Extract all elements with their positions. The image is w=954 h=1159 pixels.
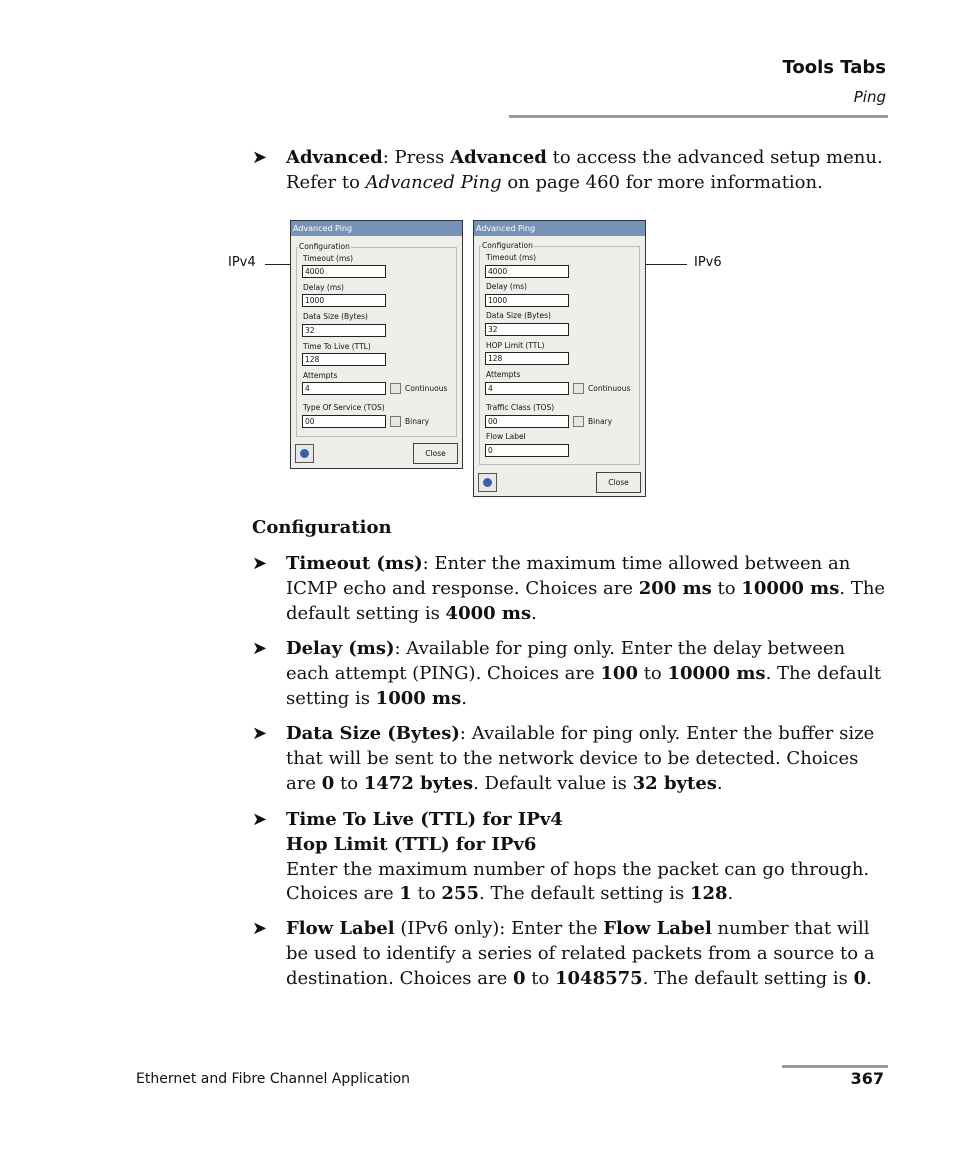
continuous-label: Continuous <box>588 384 631 393</box>
timeout-input[interactable]: 4000 <box>302 265 386 278</box>
callout-line-ipv6 <box>645 264 687 265</box>
running-header-subtitle: Ping <box>853 88 886 106</box>
bullet-arrow: ➤ <box>252 723 268 744</box>
page-number: 367 <box>850 1069 884 1088</box>
callout-line-ipv4 <box>265 264 291 265</box>
delay-label: Delay (ms) <box>303 283 344 292</box>
item-flow-label: Flow Label (IPv6 only): Enter the Flow Label number that will be used to identify a series of related packets from a source to a destination. Choices are 0 to 1048575. The default setting is 0. <box>286 918 875 989</box>
item-datasize: Data Size (Bytes): Available for ping only. Enter the buffer size that will be sent to the network device to be detected. Choices are 0 to 1472 bytes. Default value is 32 bytes. <box>286 723 875 794</box>
dialog-title-bar: Advanced Ping <box>474 221 645 236</box>
attempts-label: Attempts <box>303 371 338 380</box>
footer-book-title: Ethernet and Fibre Channel Application <box>136 1071 411 1087</box>
binary-label: Binary <box>405 417 430 426</box>
close-button[interactable]: Close <box>596 472 641 493</box>
tos-label: Type Of Service (TOS) <box>303 403 385 412</box>
cross-reference: Advanced Ping <box>365 171 502 193</box>
datasize-label: Data Size (Bytes) <box>303 312 368 321</box>
close-button[interactable]: Close <box>413 443 458 464</box>
running-header-title: Tools Tabs <box>782 57 886 78</box>
delay-label: Delay (ms) <box>486 282 527 291</box>
timeout-label: Timeout (ms) <box>486 253 537 262</box>
bullet-arrow: ➤ <box>252 147 268 168</box>
bullet-arrow: ➤ <box>252 809 268 830</box>
timeout-input[interactable]: 4000 <box>485 265 569 278</box>
hop-limit-label: HOP Limit (TTL) <box>486 341 545 350</box>
ttl-label: Time To Live (TTL) <box>303 342 371 351</box>
advanced-ping-dialog-ipv6 <box>473 220 646 497</box>
attempts-label: Attempts <box>486 370 521 379</box>
binary-label: Binary <box>588 417 613 426</box>
flow-label-label: Flow Label <box>486 432 526 441</box>
binary-checkbox[interactable] <box>390 416 401 427</box>
ttl-input[interactable]: 128 <box>302 353 386 366</box>
delay-input[interactable]: 1000 <box>302 294 386 307</box>
bullet-arrow: ➤ <box>252 918 268 939</box>
delay-input[interactable]: 1000 <box>485 294 569 307</box>
attempts-input[interactable]: 4 <box>302 382 386 395</box>
continuous-checkbox[interactable] <box>573 383 584 394</box>
datasize-input[interactable]: 32 <box>302 324 386 337</box>
button-name-advanced: Advanced <box>450 147 547 168</box>
hop-limit-input[interactable]: 128 <box>485 352 569 365</box>
continuous-checkbox[interactable] <box>390 383 401 394</box>
dialog-title-bar: Advanced Ping <box>291 221 462 236</box>
continuous-label: Continuous <box>405 384 448 393</box>
datasize-label: Data Size (Bytes) <box>486 311 551 320</box>
tos-input[interactable]: 00 <box>302 415 386 428</box>
item-timeout: Timeout (ms): Enter the maximum time allowed between an ICMP echo and response. Choices are 200 ms to 10000 ms. The default setting is 4000 ms. <box>286 553 886 624</box>
callout-ipv4: IPv4 <box>228 255 256 270</box>
section-title: Configuration <box>252 517 392 538</box>
item-delay: Delay (ms): Available for ping only. Enter the delay between each attempt (PING). Choices are 100 to 10000 ms. The default setting is 1000 ms. <box>286 638 882 709</box>
item-ttl: Time To Live (TTL) for IPv4 Hop Limit (TTL) for IPv6 Enter the maximum number of hops the packet can go through. Choices are 1 to 255. The default setting is 128. <box>286 809 870 905</box>
callout-ipv6: IPv6 <box>694 255 722 270</box>
bullet-arrow: ➤ <box>252 553 268 574</box>
binary-checkbox[interactable] <box>573 416 584 427</box>
advanced-ping-dialog-ipv4 <box>290 220 463 469</box>
group-label: Configuration <box>482 241 533 250</box>
bullet-arrow: ➤ <box>252 638 268 659</box>
help-icon[interactable] <box>478 473 497 492</box>
header-rule <box>509 115 888 118</box>
term-advanced: Advanced <box>286 147 383 168</box>
timeout-label: Timeout (ms) <box>303 254 354 263</box>
datasize-input[interactable]: 32 <box>485 323 569 336</box>
traffic-class-label: Traffic Class (TOS) <box>486 403 555 412</box>
footer-rule <box>782 1065 888 1068</box>
intro-paragraph: Advanced: Press Advanced to access the advanced setup menu. Refer to Advanced Ping on page 460 for more information. <box>286 147 883 193</box>
traffic-class-input[interactable]: 00 <box>485 415 569 428</box>
attempts-input[interactable]: 4 <box>485 382 569 395</box>
help-icon[interactable] <box>295 444 314 463</box>
group-label: Configuration <box>299 242 350 251</box>
flow-label-input[interactable]: 0 <box>485 444 569 457</box>
